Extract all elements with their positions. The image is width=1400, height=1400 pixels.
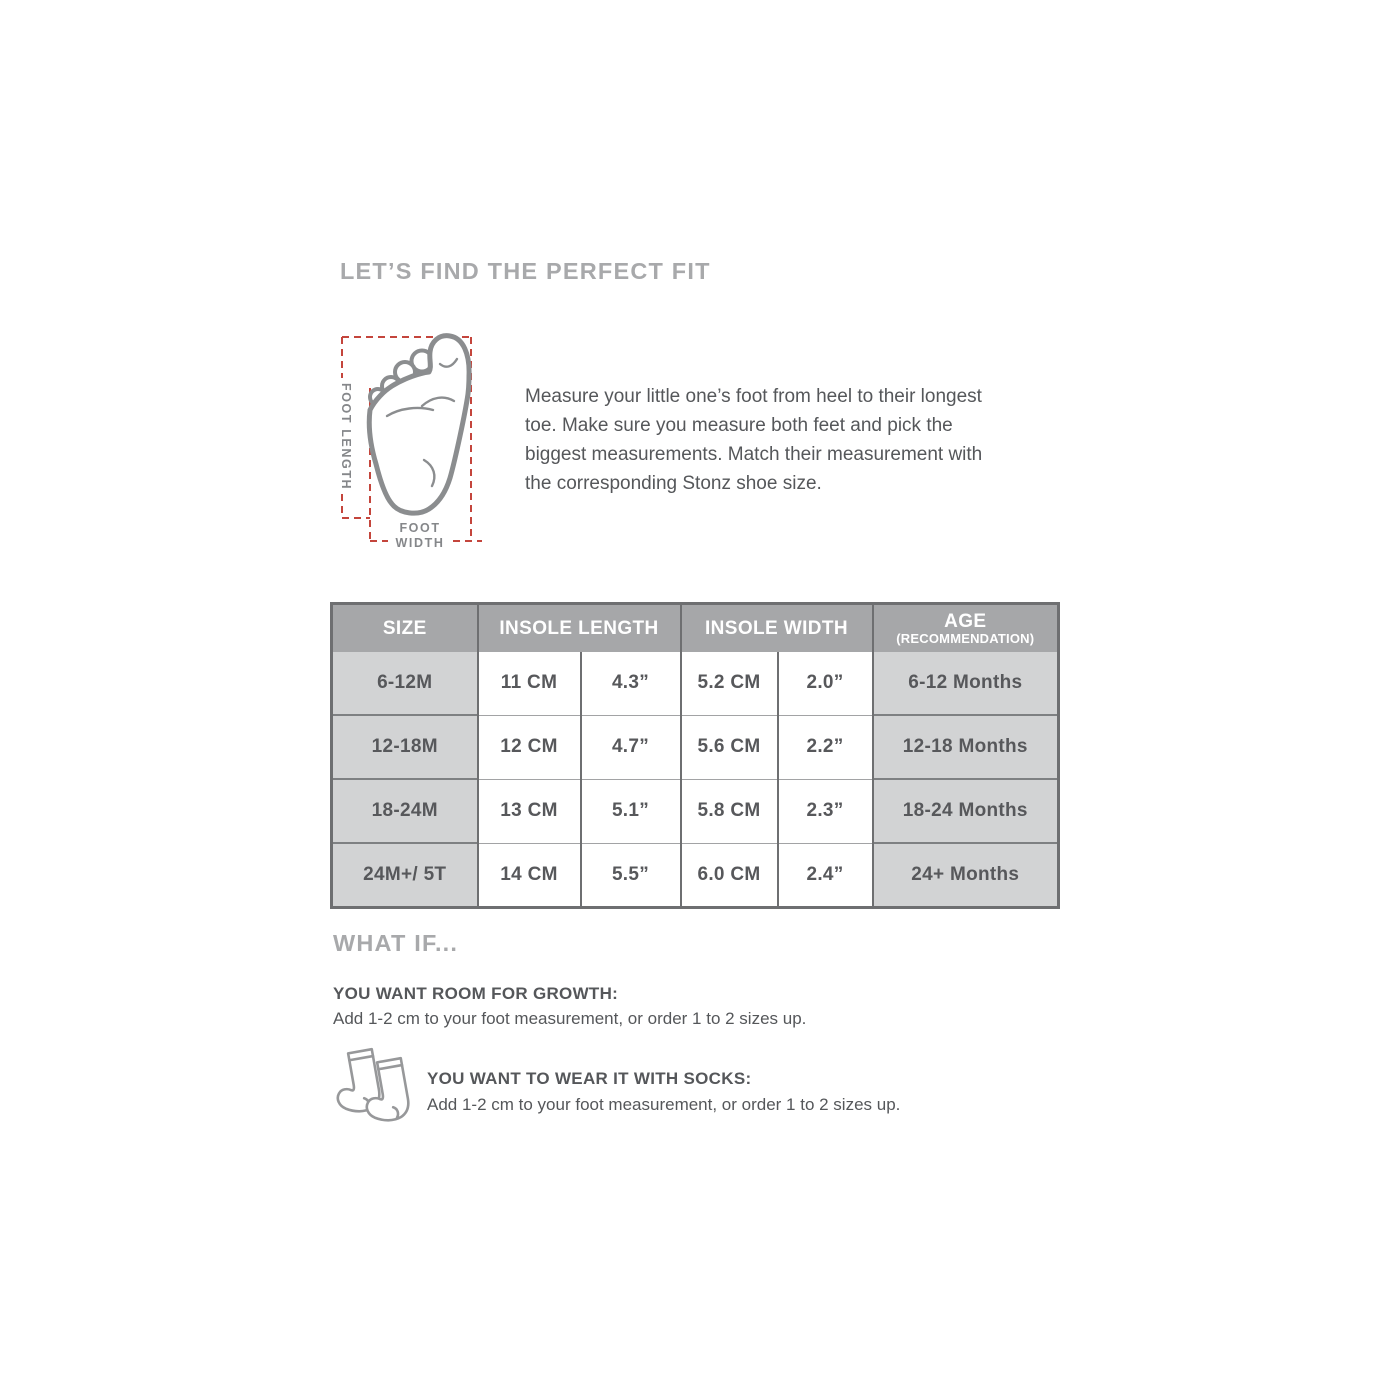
width-cm-cell: 5.6 CM xyxy=(681,715,778,779)
col-header-insole-length: INSOLE LENGTH xyxy=(478,604,681,653)
size-chart-table xyxy=(330,602,1060,909)
size-cell: 6-12M xyxy=(332,652,478,715)
length-in-cell: 5.1” xyxy=(581,779,681,843)
growth-note: Add 1-2 cm to your foot measurement, or order 1 to 2 sizes up. xyxy=(333,1009,807,1028)
foot-measurement-diagram xyxy=(330,326,505,561)
socks-heading: YOU WANT TO WEAR IT WITH SOCKS: xyxy=(427,1069,752,1088)
table-row xyxy=(332,652,1059,715)
size-cell: 12-18M xyxy=(332,715,478,779)
instructions-line: Measure your little one’s foot from heel to their longest xyxy=(525,386,982,407)
col-header-size: SIZE xyxy=(332,604,478,653)
age-cell: 12-18 Months xyxy=(873,715,1059,779)
width-in-cell: 2.2” xyxy=(778,715,873,779)
width-in-cell: 2.0” xyxy=(778,652,873,715)
width-in-cell: 2.3” xyxy=(778,779,873,843)
length-cm-cell: 14 CM xyxy=(478,843,581,908)
col-header-age-line1: AGE xyxy=(944,610,987,632)
size-cell: 18-24M xyxy=(332,779,478,843)
length-in-cell: 4.3” xyxy=(581,652,681,715)
table-row xyxy=(332,715,1059,779)
length-in-cell: 5.5” xyxy=(581,843,681,908)
width-cm-cell: 6.0 CM xyxy=(681,843,778,908)
table-row xyxy=(332,843,1059,908)
age-cell: 6-12 Months xyxy=(873,652,1059,715)
measuring-instructions xyxy=(525,382,1085,498)
growth-heading: YOU WANT ROOM FOR GROWTH: xyxy=(333,984,619,1003)
age-cell: 24+ Months xyxy=(873,843,1059,908)
instructions-line: biggest measurements. Match their measurement with xyxy=(525,444,983,465)
age-cell: 18-24 Months xyxy=(873,779,1059,843)
page-title: LET’S FIND THE PERFECT FIT xyxy=(340,258,711,284)
foot-width-label-line1: FOOT xyxy=(399,521,441,535)
foot-length-label: FOOT LENGTH xyxy=(339,383,353,491)
what-if-title: WHAT IF... xyxy=(333,930,459,956)
instructions-line: toe. Make sure you measure both feet and pick the xyxy=(525,415,953,436)
width-cm-cell: 5.8 CM xyxy=(681,779,778,843)
foot-width-label-line2: WIDTH xyxy=(395,536,445,550)
size-cell: 24M+/ 5T xyxy=(332,843,478,908)
length-cm-cell: 13 CM xyxy=(478,779,581,843)
width-in-cell: 2.4” xyxy=(778,843,873,908)
col-header-age xyxy=(873,604,1059,653)
table-header-row xyxy=(332,604,1059,653)
length-cm-cell: 12 CM xyxy=(478,715,581,779)
length-cm-cell: 11 CM xyxy=(478,652,581,715)
width-cm-cell: 5.2 CM xyxy=(681,652,778,715)
length-in-cell: 4.7” xyxy=(581,715,681,779)
footprint-icon xyxy=(369,336,469,513)
table-row xyxy=(332,779,1059,843)
col-header-age-line2: (RECOMMENDATION) xyxy=(896,630,1035,646)
socks-note: Add 1-2 cm to your foot measurement, or order 1 to 2 sizes up. xyxy=(427,1095,901,1114)
socks-icon xyxy=(332,1042,416,1128)
instructions-line: the corresponding Stonz shoe size. xyxy=(525,473,822,494)
col-header-insole-width: INSOLE WIDTH xyxy=(681,604,873,653)
